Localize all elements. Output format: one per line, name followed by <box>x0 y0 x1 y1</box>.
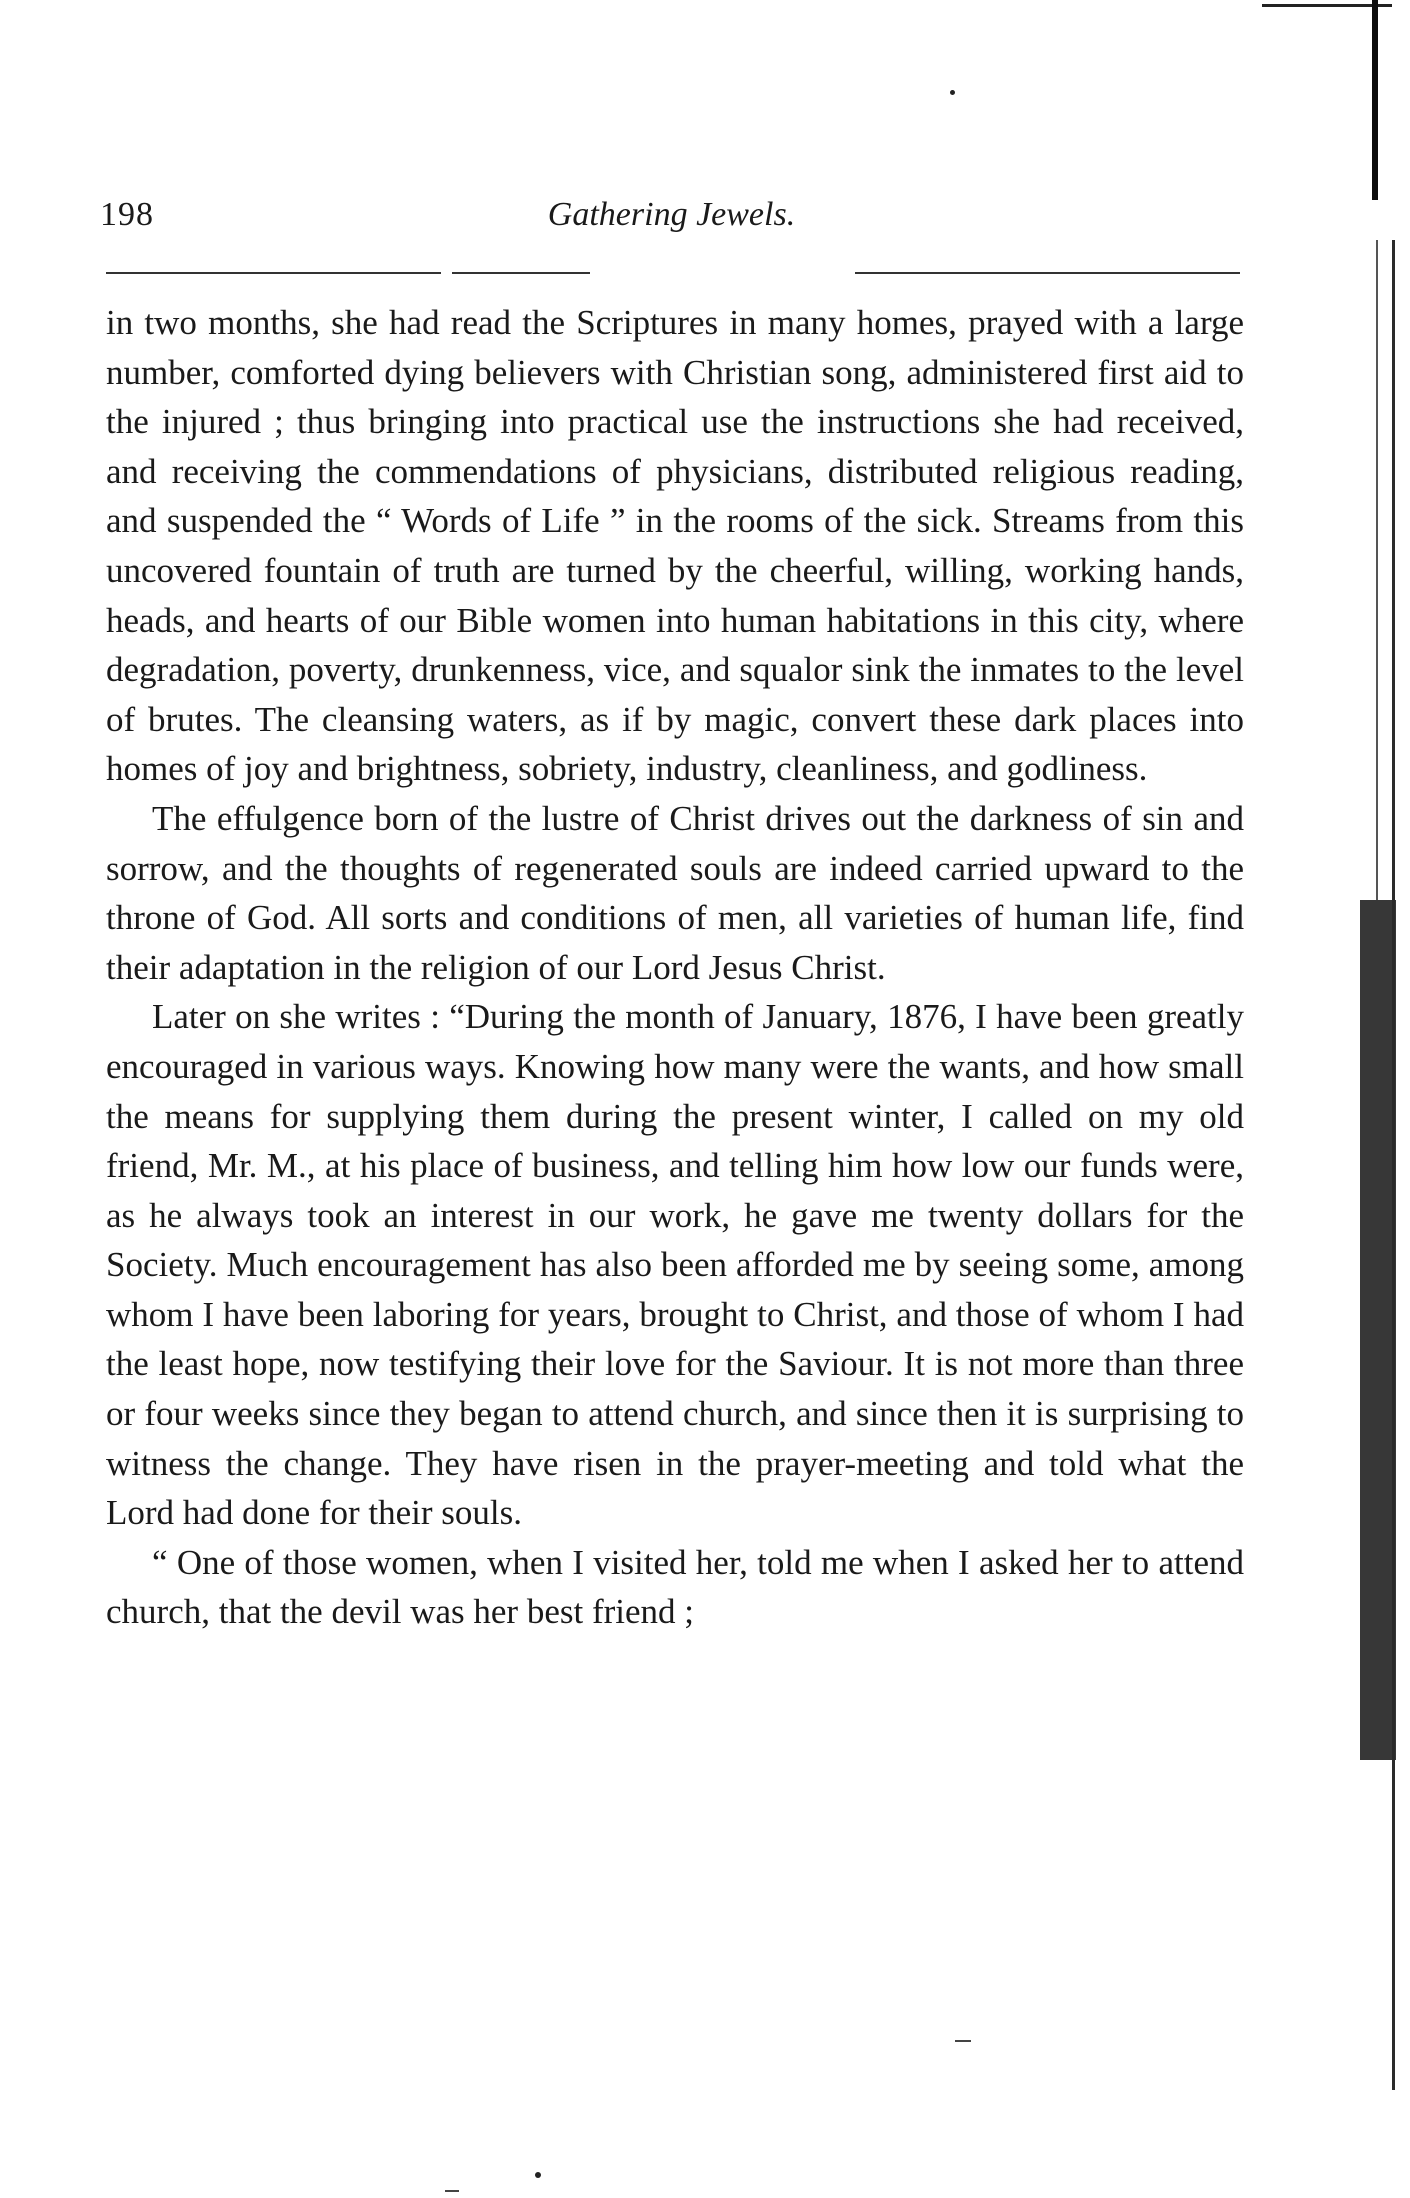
paragraph-2: The effulgence born of the lustre of Christ drives out the darkness of sin and sorrow, and the thoughts of regenerated souls are indeed carried upward to the throne of God. All sorts and conditions of men, all varieties of human life, find their adaptation in the religion of our Lord Jesus Christ. <box>106 798 1244 987</box>
scan-edge-shadow <box>1372 0 1378 200</box>
paragraph-1: in two months, she had read the Scriptures in many homes, prayed with a large number, comforted dying believers with Christian song, administered first aid to the injured ; thus bringing into practical use the instructions she had received, and receiving the commendations of physicians, distributed religious reading, and suspended the “ Words of Life ” in the rooms of the sick. Streams from this uncovered fountain of truth are turned by the cheerful, willing, working hands, heads, and hearts of our Bible women into human habitations in this city, where degradation, poverty, drunkenness, vice, and squalor sink the inmates to the level of brutes. The cleansing waters, as if by magic, convert these dark places into homes of joy and brightness, sobriety, industry, cleanliness, and godliness. <box>106 303 1244 789</box>
scan-dash <box>445 2190 459 2192</box>
page-header <box>100 196 1243 252</box>
paragraph-3: Later on she writes : “During the month of January, 1876, I have been greatly encouraged in various ways. Knowing how many were the wants, and how small the means for supplying them during the present winter, I called on my old friend, Mr. M., at his place of business, and telling him how low our funds were, as he always took an interest in our work, he gave me twenty dollars for the Society. Much encouragement has also been afforded me by seeing some, among whom I have been laboring for years, brought to Christ, and those of whom I had the least hope, now testifying their love for the Saviour. It is not more than three or four weeks since they began to attend church, and since then it is surprising to witness the change. They have risen in the prayer-meeting and told what the Lord had done for their souls. <box>106 997 1244 1533</box>
running-title: Gathering Jewels. <box>547 196 796 233</box>
header-rule-left <box>106 272 441 274</box>
header-rule-middle <box>452 272 590 274</box>
scan-speck <box>950 90 955 95</box>
scan-edge-thin-line <box>1392 240 1395 2090</box>
page-number: 198 <box>100 196 154 233</box>
scan-edge-thin-line-2 <box>1376 240 1378 900</box>
scan-dash <box>955 2040 971 2042</box>
scan-speck <box>535 2172 541 2178</box>
header-rule-right <box>855 272 1240 274</box>
paragraph-4: “ One of those women, when I visited her, told me when I asked her to attend church, that the devil was her best friend ; <box>106 1542 1244 1632</box>
body-text <box>106 298 1244 1637</box>
scan-edge-shadow-lower <box>1360 900 1396 1760</box>
